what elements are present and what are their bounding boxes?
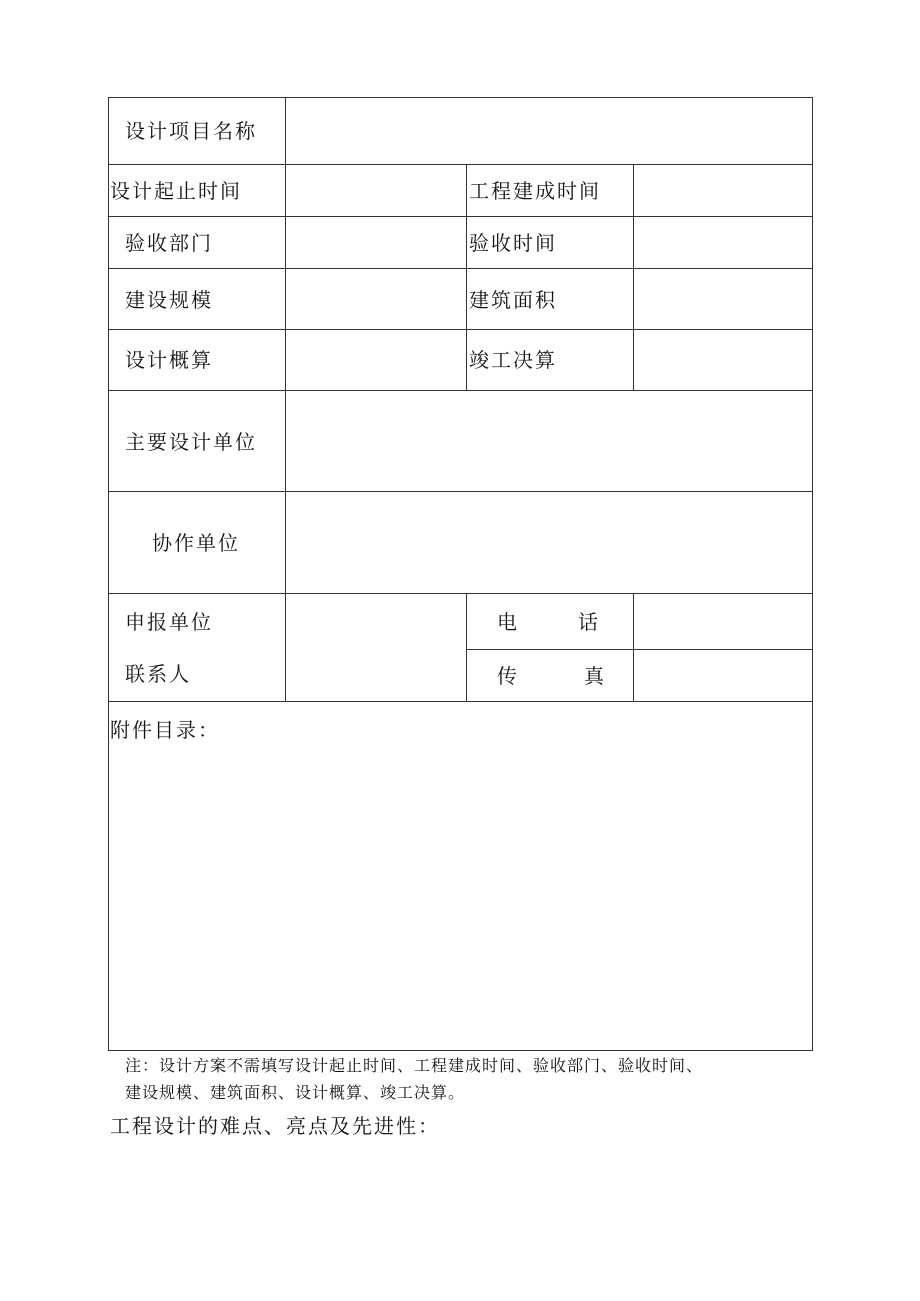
acceptance-time-label: 验收时间	[469, 231, 557, 255]
applicant-unit-label: 申报单位	[125, 610, 213, 634]
attachments-field[interactable]	[109, 745, 812, 1050]
column-divider	[466, 593, 467, 701]
design-estimate-label: 设计概算	[125, 348, 213, 372]
note-line-2: 建设规模、建筑面积、设计概算、竣工决算。	[125, 1083, 466, 1102]
building-area-label: 建筑面积	[469, 288, 557, 312]
fax-label-part1: 传	[497, 664, 519, 688]
design-period-label: 设计起止时间	[110, 179, 242, 203]
fax-field[interactable]	[634, 650, 812, 701]
project-name-field[interactable]	[286, 98, 812, 164]
acceptance-time-field[interactable]	[634, 217, 812, 268]
construction-scale-label: 建设规模	[125, 288, 213, 312]
design-estimate-field[interactable]	[286, 330, 466, 390]
fax-label-part2: 真	[584, 664, 606, 688]
acceptance-dept-label: 验收部门	[125, 231, 213, 255]
applicant-contact-field[interactable]	[286, 594, 466, 701]
phone-label-part2: 话	[578, 610, 600, 634]
section-heading: 工程设计的难点、亮点及先进性：	[110, 1114, 440, 1138]
main-design-unit-field[interactable]	[286, 391, 812, 491]
phone-field[interactable]	[634, 594, 812, 649]
note-line-1: 注：设计方案不需填写设计起止时间、工程建成时间、验收部门、验收时间、	[125, 1056, 704, 1075]
attachments-label: 附件目录：	[110, 718, 220, 742]
final-accounts-field[interactable]	[634, 330, 812, 390]
column-divider	[466, 164, 467, 390]
final-accounts-label: 竣工决算	[469, 348, 557, 372]
completion-time-label: 工程建成时间	[469, 179, 601, 203]
cooperation-unit-field[interactable]	[286, 492, 812, 593]
cooperation-unit-label: 协作单位	[152, 531, 240, 555]
completion-time-field[interactable]	[634, 165, 812, 216]
acceptance-dept-field[interactable]	[286, 217, 466, 268]
design-period-field[interactable]	[286, 165, 466, 216]
phone-label-part1: 电	[497, 610, 519, 634]
construction-scale-field[interactable]	[286, 269, 466, 329]
contact-label: 联系人	[125, 662, 191, 686]
row-divider	[108, 701, 813, 702]
main-design-unit-label: 主要设计单位	[125, 430, 257, 454]
project-name-label: 设计项目名称	[125, 119, 257, 143]
building-area-field[interactable]	[634, 269, 812, 329]
